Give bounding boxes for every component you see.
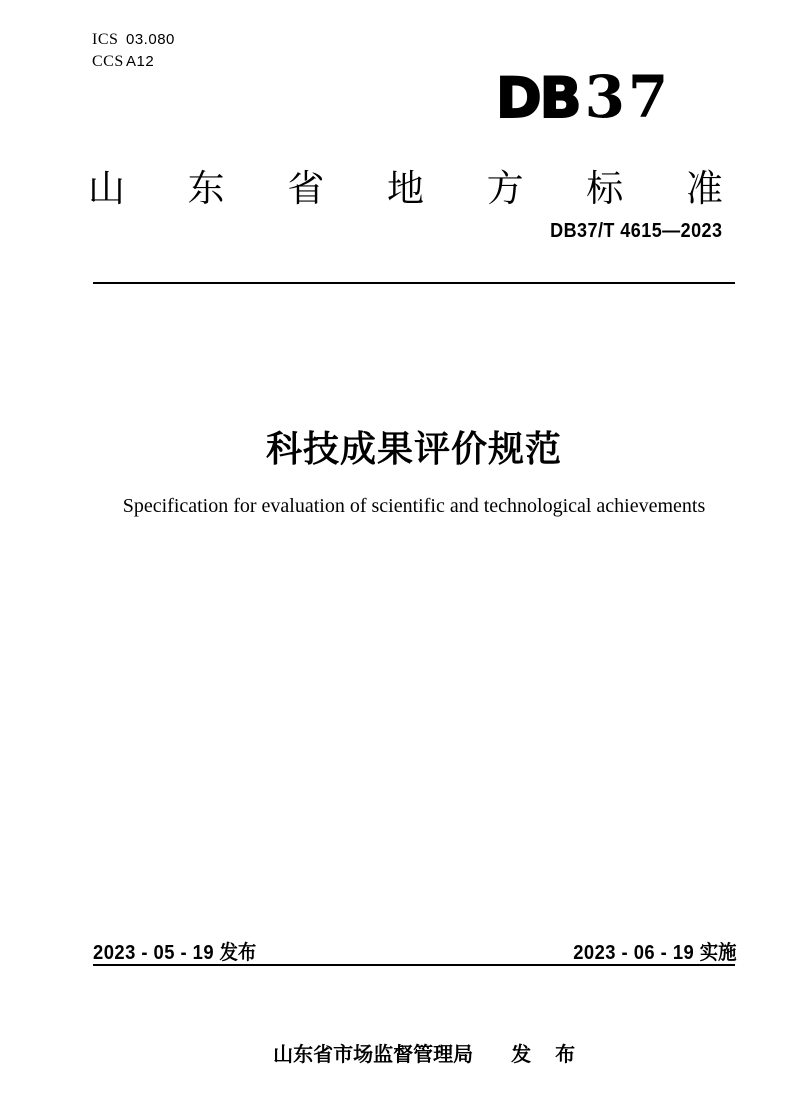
standard-name-row <box>88 169 723 210</box>
ics-label: ICS <box>92 31 119 48</box>
implementation-date: 2023 - 06 - 19 <box>573 942 695 964</box>
issue-date: 2023 - 05 - 19 <box>93 942 215 964</box>
db37-logo-db-text: DB <box>496 66 580 130</box>
ccs-code <box>92 53 175 75</box>
standard-name-char: 方 <box>486 168 524 209</box>
standard-name-char: 标 <box>586 168 624 209</box>
db37-logo-number-text: 37 <box>584 63 672 131</box>
standard-name-char: 东 <box>187 168 225 209</box>
publisher-line <box>93 1015 735 1090</box>
standard-name-char: 准 <box>685 168 723 209</box>
ccs-value: A12 <box>126 53 155 70</box>
standard-title: 科技成果评价规范 <box>265 428 562 469</box>
header-divider <box>93 282 735 284</box>
standard-name-char: 山 <box>88 168 125 209</box>
ics-code <box>92 31 175 53</box>
footer-dates-row <box>93 936 737 965</box>
db37-logo <box>496 63 672 131</box>
publish-label: 发 布 <box>511 1044 578 1066</box>
footer-divider <box>93 964 735 966</box>
implementation-date-label: 实施 <box>700 942 737 964</box>
issue-date-group <box>93 936 256 965</box>
standard-title-english: Specification for evaluation of scientific and technological achievements <box>122 495 706 517</box>
standard-name-char: 地 <box>386 168 424 209</box>
implementation-date-group <box>574 936 737 965</box>
standard-name-char: 省 <box>287 168 325 209</box>
ccs-label: CCS <box>92 53 124 70</box>
document-number: DB37/T 4615—2023 <box>549 220 722 242</box>
issue-date-label: 发布 <box>219 942 257 964</box>
classification-codes <box>92 31 175 75</box>
publisher-name: 山东省市场监督管理局 <box>273 1044 474 1066</box>
ics-value: 03.080 <box>126 31 175 48</box>
